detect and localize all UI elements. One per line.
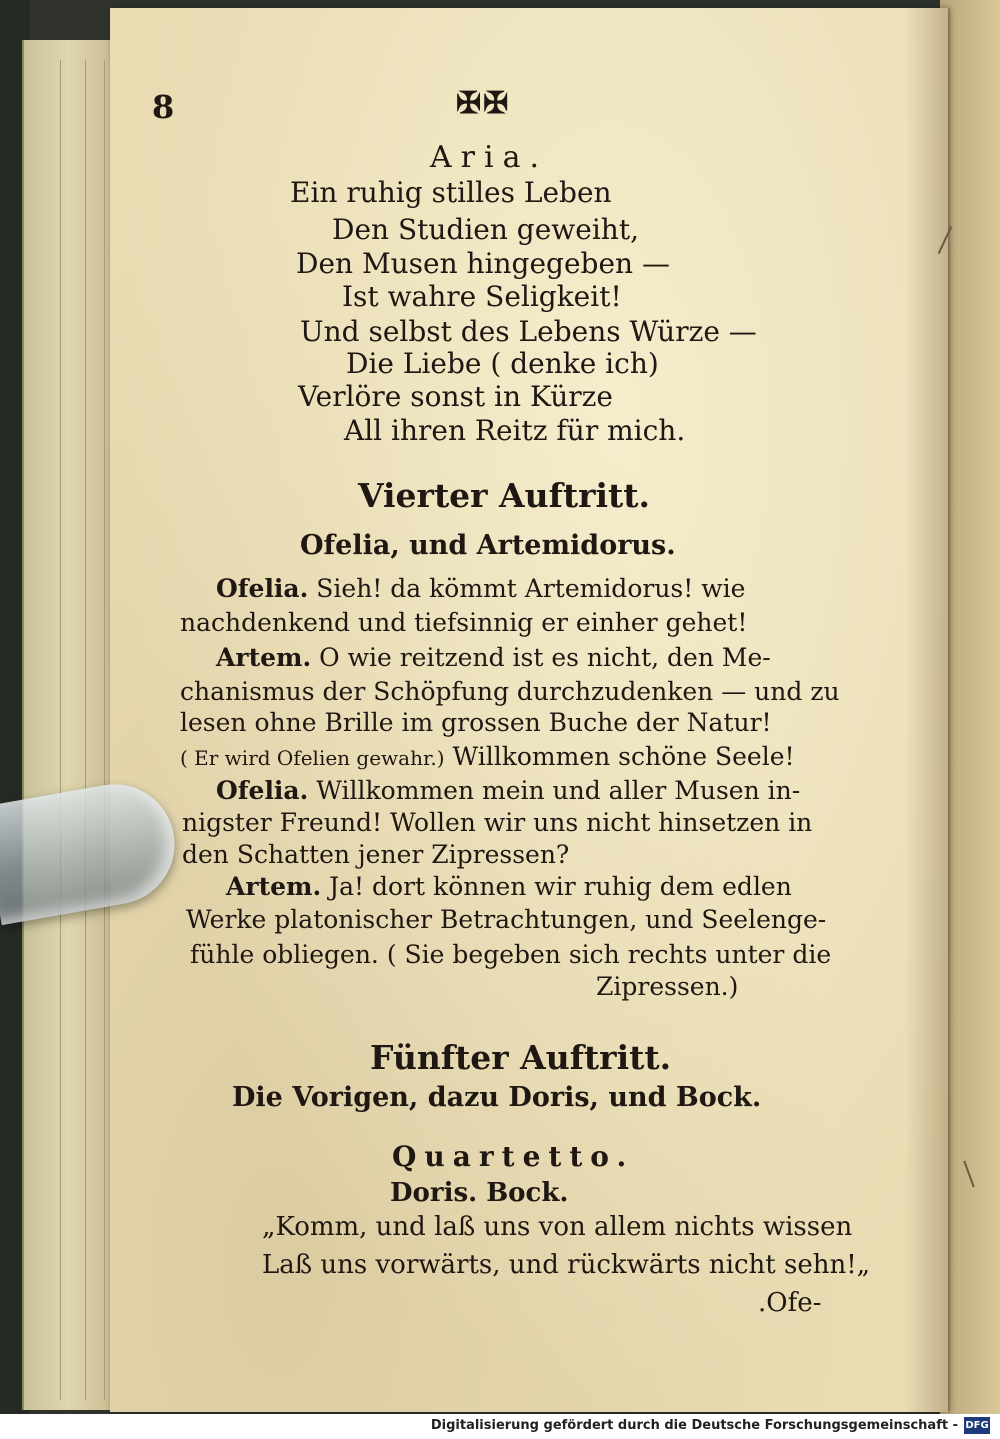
line-text: Ja! dort können wir ruhig dem edlen xyxy=(321,872,792,901)
verse-line: Die Liebe ( denke ich) xyxy=(346,347,659,380)
verse-line: Und selbst des Lebens Würze — xyxy=(300,315,757,348)
scene-heading: Fünfter Auftritt. xyxy=(370,1038,672,1077)
verse-line: Den Musen hingegeben — xyxy=(296,247,670,280)
catchword: .Ofe- xyxy=(758,1288,822,1318)
aria-title: Aria. xyxy=(430,140,549,175)
dialogue-line xyxy=(216,776,800,805)
scene-heading: Vierter Auftritt. xyxy=(358,476,650,515)
line-text: O wie reitzend ist es nicht, den Me- xyxy=(311,643,771,672)
verse-line: Ein ruhig stilles Leben xyxy=(290,176,612,209)
dialogue-line xyxy=(180,742,795,771)
stage-direction: ( Er wird Ofelien gewahr.) xyxy=(180,746,445,770)
dialogue-line: nachdenkend und tiefsinnig er einher gehet! xyxy=(180,608,748,637)
dialogue-line xyxy=(226,872,792,901)
verse-line: Den Studien geweiht, xyxy=(332,213,639,246)
verse-line: All ihren Reitz für mich. xyxy=(344,414,686,447)
speaker-name: Artem. xyxy=(226,872,322,901)
dialogue-line: lesen ohne Brille im grossen Buche der Natur! xyxy=(180,708,772,737)
dialogue-line: Werke platonischer Betrachtungen, und Seelenge- xyxy=(186,905,827,934)
verse-line: Ist wahre Seligkeit! xyxy=(342,280,622,313)
singer-names: Doris. Bock. xyxy=(390,1178,569,1208)
gutter-shadow xyxy=(905,8,950,1412)
dialogue-line: nigster Freund! Wollen wir uns nicht hinsetzen in xyxy=(182,808,813,837)
speaker-name: Ofelia. xyxy=(216,574,309,603)
line-text: Willkommen schöne Seele! xyxy=(444,742,795,771)
dialogue-line: chanismus der Schöpfung durchzudenken — und zu xyxy=(180,677,840,706)
verse-line: Verlöre sonst in Kürze xyxy=(298,380,613,413)
page-edge-line xyxy=(104,60,105,1400)
ornament: ✠✠ xyxy=(456,86,511,121)
dialogue-line: Zipressen.) xyxy=(596,972,739,1001)
quartet-title: Quartetto. xyxy=(392,1140,635,1173)
dialogue-line xyxy=(216,574,745,603)
speaker-name: Artem. xyxy=(216,643,312,672)
dialogue-line: den Schatten jener Zipressen? xyxy=(182,840,570,869)
line-text: Sieh! da kömmt Artemidorus! wie xyxy=(308,574,746,603)
cast-list: Ofelia, und Artemidorus. xyxy=(300,530,676,561)
speaker-name: Ofelia. xyxy=(216,776,309,805)
cast-list: Die Vorigen, dazu Doris, und Bock. xyxy=(232,1082,762,1113)
page-edge-line xyxy=(85,60,86,1400)
page-number: 8 xyxy=(152,88,175,126)
footer-credit: Digitalisierung gefördert durch die Deutsche Forschungsgemeinschaft - xyxy=(430,1418,958,1433)
dialogue-line: fühle obliegen. ( Sie begeben sich rechts unter die xyxy=(190,940,832,969)
line-text: Willkommen mein und aller Musen in- xyxy=(308,776,801,805)
page-edge-line xyxy=(60,60,61,1400)
quartet-line: Laß uns vorwärts, und rückwärts nicht sehn!„ xyxy=(262,1250,871,1280)
dialogue-line xyxy=(216,643,771,672)
dfg-logo: DFG xyxy=(964,1417,990,1434)
quartet-line: „Komm, und laß uns von allem nichts wissen xyxy=(262,1212,853,1242)
